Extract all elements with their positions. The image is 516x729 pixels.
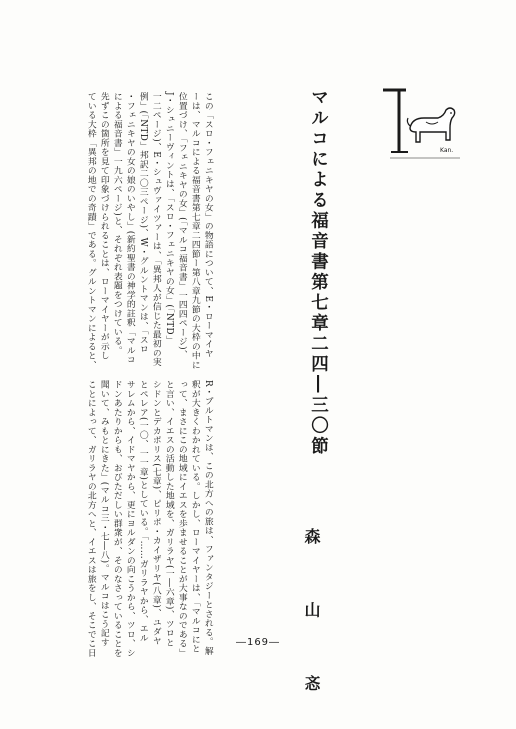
text-line: サレムから、イドマヤから、更にヨルダンの向こうから、ツロ、シ xyxy=(124,380,135,658)
text-line: J・シュニーヴィントは、「スロ・フェニキヤの女」(「NTD」 xyxy=(163,92,174,345)
dog-illustration xyxy=(380,88,464,162)
text-line: ・フェニキヤの女の娘のいやし」(新約聖書の神学的註釈「マルコ xyxy=(124,92,135,365)
text-line: ている大枠「異邦の地での奇蹟」である。グルントマンによると、 xyxy=(85,92,96,370)
text-line: この「スロ・フェニキヤの女」の物語について、E・ローマイヤ xyxy=(202,92,213,358)
author-name: 森 山 忞 xyxy=(302,528,321,718)
text-line: 先ずこの箇所を見て印象づけられることは、ローマイヤーが示し xyxy=(98,92,109,361)
text-line: 例」(「NTD」邦訳二〇三ページ)、W・グルントマンは、「スロ xyxy=(137,92,148,354)
text-line: ことによって、ガリラヤの北方へと、イエスは旅をし、そこでこ日 xyxy=(85,380,96,658)
text-line: R・ブルトマンは、この北方への旅は、ファンタジーとされる。解 xyxy=(202,380,213,656)
text-line: とペレア(一〇、一一章)としている。「……ガリラヤから、エル xyxy=(137,380,148,643)
text-line: ドンあたりからも、おびただしい群衆が、そのなさっていることを xyxy=(111,380,122,658)
text-line: 釈が大きくわかれている。しかし、ローマイヤーは、「マルコにと xyxy=(189,380,200,654)
page-number: ―169― xyxy=(235,637,281,648)
illustration-caption: Kan. xyxy=(440,147,454,154)
page-title: マルコによる福音書第七章二四―三〇節 xyxy=(308,88,329,457)
text-line: ーは、マルコによる福音書第七章二四節ー第八章九節の大枠の中に xyxy=(189,92,200,370)
text-line: と言い、イエスの活動した地域を、ガリラヤ(一―六章)、ツロと xyxy=(163,380,174,647)
text-line: って、まさにこの地域にイエスを歩ませることが大事なのである」 xyxy=(176,380,187,658)
text-line: シドンとデカポリス(七章)、ピリポ・カイザリヤ(八章)、ユダヤ xyxy=(150,380,161,646)
text-line: 一二ページ)、E・シュヴァイツァーは、「異邦人が信じた最初の実 xyxy=(150,92,161,367)
text-line: 位置づけ、「フェニキヤの女」(「マルコ福音書」一四四ページ)、 xyxy=(176,92,187,360)
text-line: による福音書」一九六ページ)と、それぞれ表題をつけている。 xyxy=(111,92,122,355)
text-line: 聞いて、みもとにきた」(マルコ三・七―八)。マルコはこう記す xyxy=(98,380,109,647)
